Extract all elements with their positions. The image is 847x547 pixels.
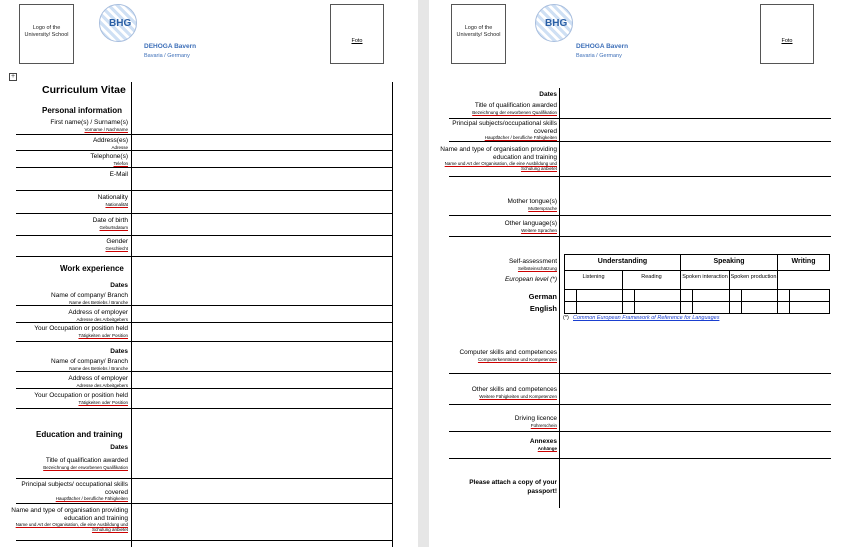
sub-header: Spoken production bbox=[730, 274, 777, 280]
row-divider bbox=[16, 190, 392, 191]
row-divider bbox=[449, 176, 831, 177]
level-cell-english[interactable] bbox=[634, 301, 681, 314]
bhg-emblem-icon: BHG bbox=[535, 4, 573, 42]
understanding-header: Understanding bbox=[597, 258, 648, 265]
row-divider bbox=[16, 235, 392, 236]
row-divider bbox=[16, 322, 392, 323]
writing-header: Writing bbox=[791, 258, 816, 265]
level-cell-english[interactable] bbox=[692, 301, 730, 314]
row-divider bbox=[16, 388, 392, 389]
field-label: Dates bbox=[110, 282, 128, 289]
sub-header: Listening bbox=[582, 274, 605, 280]
table-move-handle-icon[interactable]: + bbox=[10, 73, 16, 80]
level-cell-english[interactable] bbox=[741, 301, 778, 314]
edu-heading: Education and training bbox=[36, 430, 123, 439]
row-divider bbox=[16, 371, 392, 372]
field-label: Principal subjects/occupational skills covered Hauptfächer / berufliche Fähigkeiten bbox=[452, 120, 557, 140]
field-label: Dates bbox=[110, 348, 128, 355]
row-divider bbox=[449, 141, 831, 142]
attach-passport-note: Please attach a copy of your passport! bbox=[469, 479, 557, 495]
field-label: Driving licence Führerschein bbox=[514, 415, 557, 428]
field-label: Name and type of organisation providing education and training Name und Art der Organisation, die eine Ausbildung und Schulung anbietet bbox=[11, 507, 128, 532]
row-divider bbox=[16, 213, 392, 214]
field-label: Principal subjects/ occupational skills covered Hauptfächer / berufliche Fähigkeiten bbox=[21, 481, 128, 501]
field-label: E-Mail bbox=[109, 171, 128, 178]
row-divider bbox=[16, 134, 392, 135]
field-label: Annexes Anhänge bbox=[529, 438, 557, 451]
assoc-location: Bavaria / Germany bbox=[576, 53, 622, 59]
row-divider bbox=[449, 236, 831, 237]
field-label: Computer skills and competences Computerkenntnisse und Kompetenzen bbox=[459, 349, 557, 362]
field-label: Title of qualification awarded Bezeichnung der erworbenen Qualifikation bbox=[43, 457, 128, 470]
sub-header: Reading bbox=[641, 274, 662, 280]
footnote-marker: (*) bbox=[563, 315, 569, 321]
row-divider bbox=[449, 118, 831, 119]
field-label: Telephone(s) Telefon bbox=[90, 153, 128, 166]
row-divider bbox=[16, 256, 392, 257]
row-divider bbox=[16, 305, 392, 306]
level-cell-english[interactable] bbox=[576, 301, 623, 314]
row-divider bbox=[16, 478, 392, 479]
field-label: Address(es) Adresse bbox=[92, 137, 128, 150]
field-label: Mother tongue(s) Muttersprache bbox=[507, 198, 557, 211]
field-label: Gender Geschlecht bbox=[105, 238, 128, 251]
row-divider bbox=[449, 431, 831, 432]
field-label: Nationality Nationalität bbox=[97, 194, 128, 207]
work-heading: Work experience bbox=[60, 264, 124, 273]
row-divider bbox=[449, 458, 831, 459]
field-label: Title of qualification awarded Bezeichnung der erworbenen Qualifikation bbox=[472, 102, 557, 115]
photo-placeholder[interactable]: Foto bbox=[760, 4, 814, 64]
field-label: Date of birth Geburtsdatum bbox=[92, 217, 128, 230]
university-logo-placeholder: Logo of the University/ School bbox=[451, 4, 506, 64]
cefr-link[interactable]: Common European Framework of Reference for Languages bbox=[573, 315, 720, 321]
field-label: Your Occupation or position held Tätigkeiten oder Position bbox=[34, 325, 128, 338]
row-divider bbox=[16, 503, 392, 504]
field-label: Other skills and competences Weitere Fähigkeiten und Kompetenzen bbox=[471, 386, 557, 399]
language-english: English bbox=[529, 304, 557, 313]
column-divider bbox=[392, 82, 393, 547]
photo-placeholder[interactable]: Foto bbox=[330, 4, 384, 64]
field-label: Name of company/ Branch Name des Betriebs / Branche bbox=[51, 292, 128, 305]
assoc-name: DEHOGA Bavern bbox=[576, 43, 629, 50]
field-label: Your Occupation or position held Tätigkeiten oder Position bbox=[34, 392, 128, 405]
sub-header: Spoken interaction bbox=[682, 274, 728, 280]
row-divider bbox=[16, 167, 392, 168]
cv-title: Curriculum Vitae bbox=[42, 84, 126, 96]
european-level-label: European level (*) bbox=[504, 276, 557, 283]
field-label: Other language(s) Weitere Sprachen bbox=[504, 220, 557, 233]
row-divider bbox=[16, 540, 392, 541]
column-divider bbox=[559, 88, 560, 508]
university-logo-placeholder: Logo of the University/ School bbox=[19, 4, 74, 64]
language-german: German bbox=[528, 292, 557, 301]
field-label: First name(s) / Surname(s) Vorname / Nachname bbox=[50, 119, 128, 132]
field-label: Address of employer Adresse des Arbeitgebers bbox=[68, 375, 128, 388]
row-divider bbox=[16, 341, 392, 342]
row-divider bbox=[449, 215, 831, 216]
field-label: Dates bbox=[539, 91, 557, 98]
field-label: Name of company/ Branch Name des Betriebs / Branche bbox=[51, 358, 128, 371]
cv-page-2 bbox=[429, 0, 847, 547]
field-label: Dates bbox=[110, 444, 128, 451]
personal-heading: Personal information bbox=[42, 106, 123, 115]
row-divider bbox=[449, 373, 831, 374]
row-divider bbox=[449, 404, 831, 405]
bhg-emblem-icon: BHG bbox=[99, 4, 137, 42]
level-cell-english[interactable] bbox=[789, 301, 830, 314]
row-divider bbox=[16, 150, 392, 151]
assoc-location: Bavaria / Germany bbox=[144, 53, 190, 59]
row-divider bbox=[16, 408, 392, 409]
speaking-header: Speaking bbox=[713, 258, 745, 265]
field-label: Address of employer Adresse des Arbeitgebers bbox=[68, 309, 128, 322]
self-assessment-label: Self-assessment Selbsteinschätzung bbox=[508, 258, 557, 271]
cv-page-1 bbox=[0, 0, 418, 547]
field-label: Name and type of organisation providing education and training Name und Art der Organisation, die eine Ausbildung und Schulung anbietet bbox=[440, 146, 557, 171]
assoc-name: DEHOGA Bavern bbox=[144, 43, 197, 50]
